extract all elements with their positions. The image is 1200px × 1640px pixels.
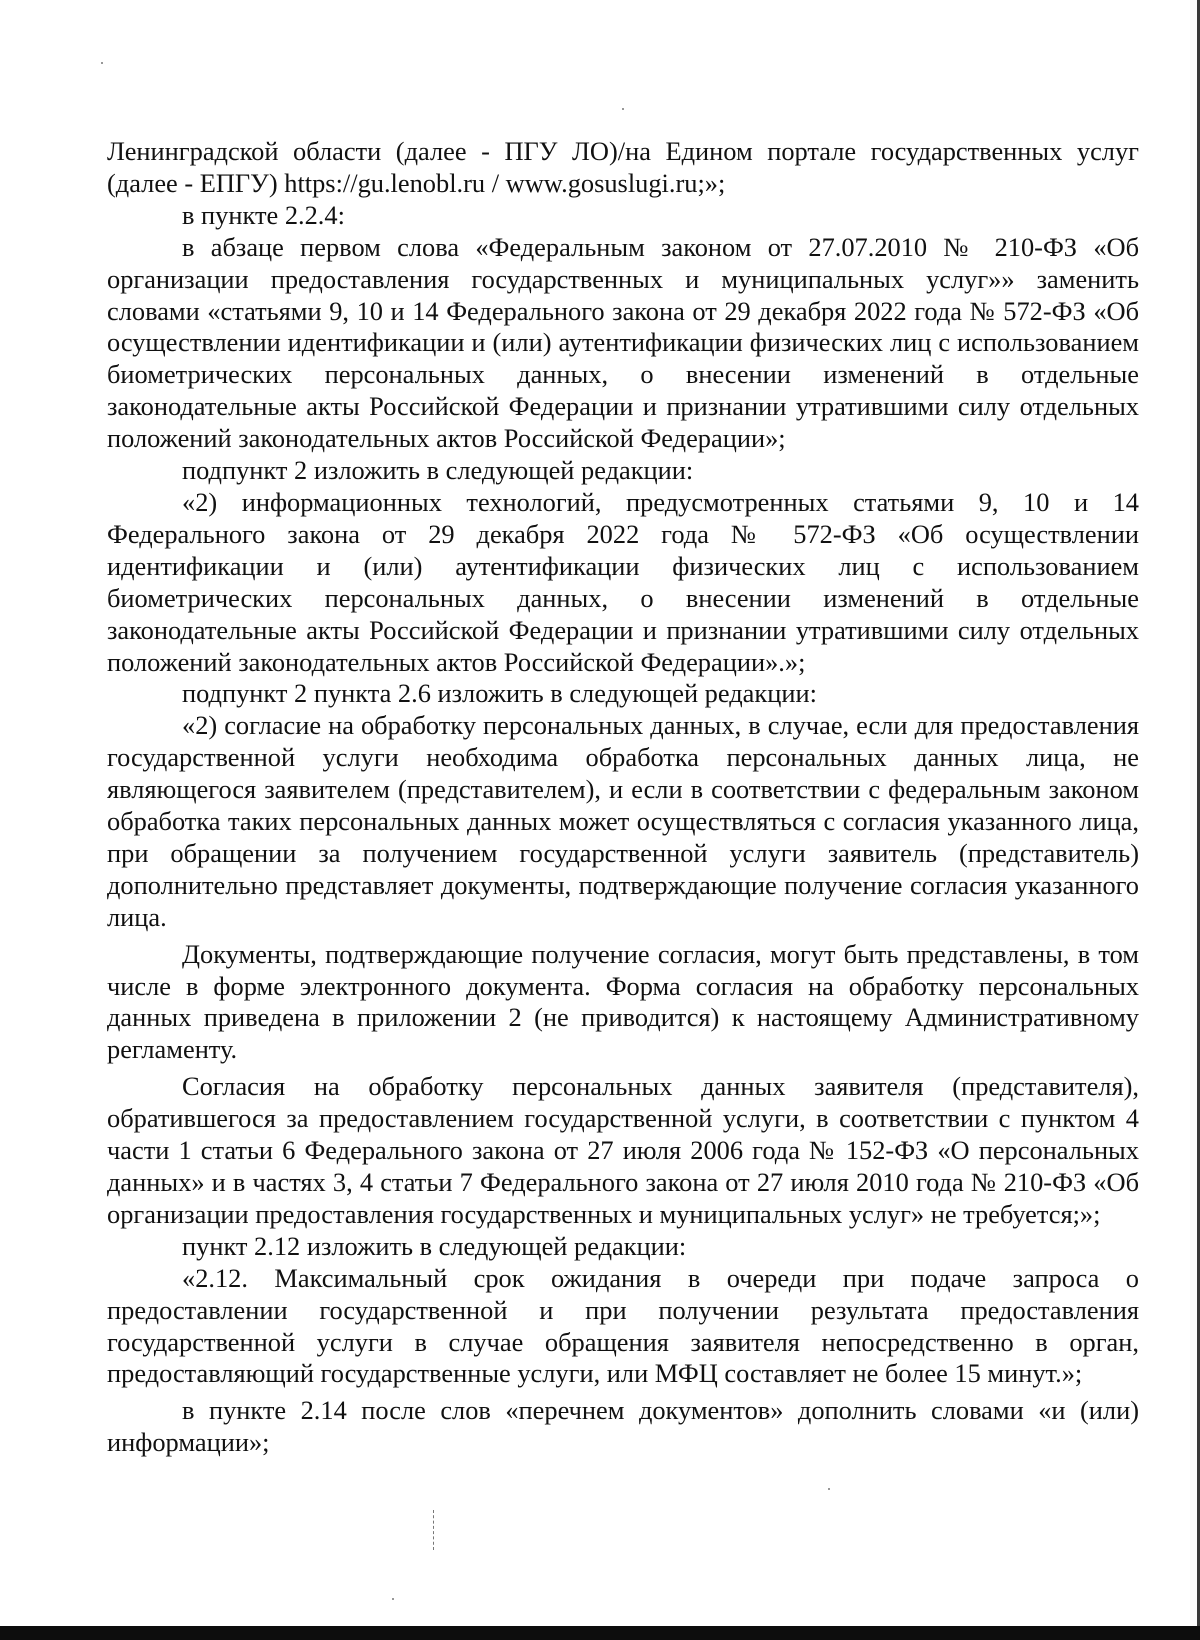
paragraph-point-2-12-text: «2.12. Максимальный срок ожидания в очереди при подаче запроса о предоставлении государственной и при получении результата предоставления государственной услуги в случае обращения заявителя непосредственно в орган, предоставляющий государственные услуги, или МФЦ составляет не более 15 минут.»; — [107, 1262, 1139, 1389]
document-body — [107, 136, 1139, 1459]
paragraph-intro: Ленинградской области (далее - ПГУ ЛО)/на Едином портале государственных услуг (далее - ЕПГУ) https://gu.lenobl.ru / www.gosuslugi.ru;»; — [107, 136, 1139, 198]
paragraph-point-2-14: в пункте 2.14 после слов «перечнем документов» дополнить словами «и (или) информации»; — [107, 1395, 1139, 1458]
scan-speck — [392, 1598, 394, 1600]
paragraph-point-2-12-heading: пункт 2.12 изложить в следующей редакции: — [182, 1230, 687, 1261]
paragraph-consent-not-required: Согласия на обработку персональных данных заявителя (представителя), обратившегося за предоставлением государственной услуги, в соответствии с пунктом 4 части 1 статьи 6 Федерального закона от 27 июля 2006 года № 152-ФЗ «О персональных данных» и в частях 3, 4 статьи 7 Федерального закона от 27 июля 2010 года № 210-ФЗ «Об организации предоставления государственных и муниципальных услуг» не требуется;»; — [107, 1071, 1139, 1229]
paragraph-first-indent-amendment: в абзаце первом слова «Федеральным законом от 27.07.2010 № 210-ФЗ «Об организации предоставления государственных и муниципальных услуг»» заменить словами «статьями 9, 10 и 14 Федерального закона от 29 декабря 2022 года № 572-ФЗ «Об осуществлении идентификации и (или) аутентификации физических лиц с использованием биометрических персональных данных, о внесении изменений в отдельные законодательные акты Российской Федерации и признании утратившими силу отдельных положений законодательных актов Российской Федерации»; — [107, 231, 1139, 454]
paragraph-subpoint-2-text: «2) информационных технологий, предусмотренных статьями 9, 10 и 14 Федерального закона от 29 декабря 2022 года № 572-ФЗ «Об осуществлении идентификации и (или) аутентификации физических лиц с использованием биометрических персональных данных, о внесении изменений в отдельные законодательные акты Российской Федерации и признании утратившими силу отдельных положений законодательных актов Российской Федерации».»; — [107, 486, 1139, 677]
paragraph-point-2-2-4: в пункте 2.2.4: — [182, 199, 345, 230]
paragraph-subpoint-2-heading: подпункт 2 изложить в следующей редакции: — [182, 455, 694, 486]
paragraph-consent-documents: Документы, подтверждающие получение согласия, могут быть представлены, в том числе в форме электронного документа. Форма согласия на обработку персональных данных приведена в приложении 2 (не приводится) к настоящему Административному регламенту. — [107, 938, 1139, 1065]
scan-edge-bottom — [0, 1626, 1200, 1640]
paragraph-consent-text: «2) согласие на обработку персональных данных, в случае, если для предоставления государственной услуги необходима обработка персональных данных лица, не являющегося заявителем (представителем), и если в соответствии с федеральным законом обработка таких персональных данных может осуществляться с согласия указанного лица, при обращении за получением государственной услуги заявитель (представитель) дополнительно представляет документы, подтверждающие получение согласия указанного лица. — [107, 710, 1139, 932]
scan-speck — [101, 62, 103, 64]
scan-speck — [828, 1488, 830, 1490]
scan-speck — [622, 108, 624, 110]
scan-fold-mark — [433, 1510, 434, 1550]
paragraph-point-2-6-heading: подпункт 2 пункта 2.6 изложить в следующей редакции: — [182, 678, 817, 709]
